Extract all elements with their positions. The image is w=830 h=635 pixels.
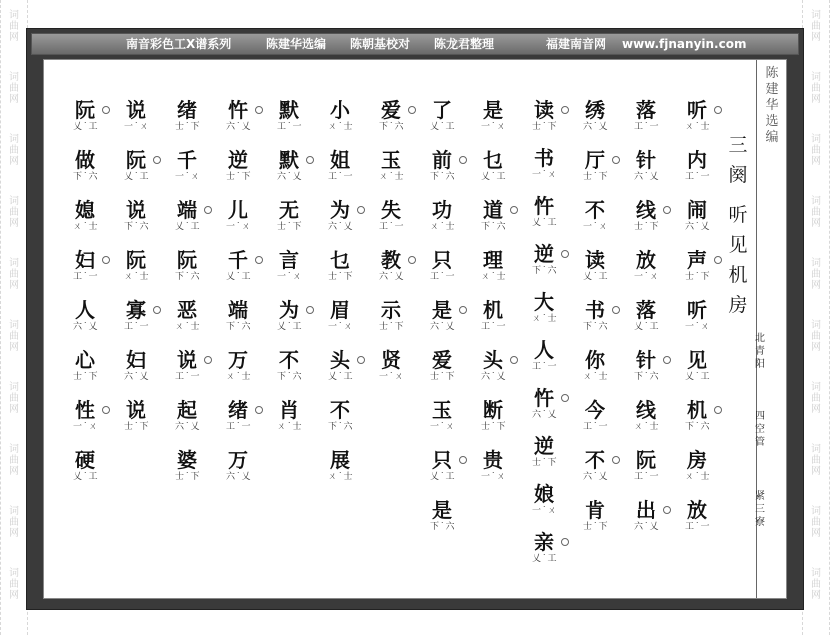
lyric-character: 端 (228, 298, 248, 322)
notation-mark: 士˙下 (481, 422, 507, 432)
lyric-character: 忤 (534, 386, 554, 410)
notation-mark: 工˙一 (532, 362, 558, 372)
lyric-character: 听 (687, 298, 707, 322)
beat-circle (561, 106, 569, 114)
notation-mark: ㄨ˙士 (277, 422, 303, 432)
beat-circle (306, 156, 314, 164)
beat-circle (612, 456, 620, 464)
notation-mark: 一˙ㄨ (481, 472, 507, 482)
lyric-character: 前 (432, 148, 452, 172)
lyric-character: 不 (585, 198, 605, 222)
lyric-character: 书 (585, 298, 605, 322)
lyric-character: 性 (75, 398, 95, 422)
notation-mark: 乂˙工 (430, 122, 456, 132)
notation-mark: ㄨ˙士 (481, 272, 507, 282)
notation-mark: ㄨ˙士 (175, 322, 201, 332)
beat-circle (714, 406, 722, 414)
beat-circle (255, 106, 263, 114)
lyric-character: 说 (126, 198, 146, 222)
notation-mark: 士˙下 (277, 222, 303, 232)
notation-mark: 工˙一 (685, 522, 711, 532)
notation-mark: ㄨ˙士 (328, 122, 354, 132)
lyric-character: 贵 (483, 448, 503, 472)
notation-mark: 工˙一 (583, 422, 609, 432)
notation-mark: 工˙一 (226, 422, 252, 432)
lyric-character: 见 (687, 348, 707, 372)
notation-mark: 工˙一 (481, 322, 507, 332)
compiler-credit: 陈建华选编 (266, 37, 327, 51)
lyric-character: 阮 (126, 148, 146, 172)
series-title: 南音彩色工X谱系列 (126, 37, 232, 51)
watermark-text: 词 曲 网 (9, 506, 19, 539)
notation-mark: 下˙六 (532, 266, 558, 276)
score-frame (26, 28, 804, 610)
notation-mark: 六˙乂 (328, 222, 354, 232)
lyric-column (684, 98, 714, 588)
notation-mark: 六˙乂 (634, 172, 660, 182)
notation-mark: 下˙六 (634, 372, 660, 382)
lyric-character: 是 (483, 98, 503, 122)
lyric-character: 硬 (75, 448, 95, 472)
style-label: 紧 三 寮 (755, 491, 765, 528)
notation-mark: 六˙乂 (685, 222, 711, 232)
lyric-character: 读 (585, 248, 605, 272)
notation-mark: ㄨ˙士 (634, 422, 660, 432)
lyric-character: 你 (585, 348, 605, 372)
notation-mark: 乂˙工 (277, 322, 303, 332)
watermark-text: 词 曲 网 (9, 444, 19, 477)
lyric-character: 寡 (126, 298, 146, 322)
lyric-character: 头 (483, 348, 503, 372)
lyric-character: 落 (636, 298, 656, 322)
lyric-character: 逆 (228, 148, 248, 172)
notation-mark: 六˙乂 (226, 472, 252, 482)
beat-circle (510, 206, 518, 214)
lyric-character: 阮 (177, 248, 197, 272)
lyric-character: 机 (687, 398, 707, 422)
lyric-character: 默 (279, 98, 299, 122)
lyric-character: 了 (432, 98, 452, 122)
notation-mark: 工˙一 (634, 122, 660, 132)
lyric-character: 阮 (126, 248, 146, 272)
notation-mark: 士˙下 (583, 522, 609, 532)
watermark-text: 词 曲 网 (811, 10, 821, 43)
notation-mark: 下˙六 (124, 222, 150, 232)
lyric-column (378, 98, 408, 588)
notation-mark: 工˙一 (277, 122, 303, 132)
lyric-character: 绪 (177, 98, 197, 122)
right-watermark-strip (802, 0, 830, 635)
lyric-character: 千 (177, 148, 197, 172)
lyric-column (225, 98, 255, 588)
notation-mark: 六˙乂 (583, 122, 609, 132)
lyric-character: 声 (687, 248, 707, 272)
notation-mark: 一˙ㄨ (634, 272, 660, 282)
beat-circle (408, 106, 416, 114)
notation-mark: 乂˙工 (685, 372, 711, 382)
lyric-character: 机 (483, 298, 503, 322)
lyric-character: 心 (75, 348, 95, 372)
beat-circle (612, 156, 620, 164)
watermark-text: 词 曲 网 (9, 382, 19, 415)
lyric-character: 眉 (330, 298, 350, 322)
notation-mark: 乂˙工 (124, 172, 150, 182)
watermark-text: 词 曲 网 (9, 72, 19, 105)
lyric-character: 逆 (534, 242, 554, 266)
lyric-character: 人 (75, 298, 95, 322)
lyric-character: 起 (177, 398, 197, 422)
lyric-character: 姐 (330, 148, 350, 172)
lyric-character: 绪 (228, 398, 248, 422)
lyric-character: 说 (126, 98, 146, 122)
notation-mark: 一˙ㄨ (583, 222, 609, 232)
lyric-character: 玉 (432, 398, 452, 422)
lyric-character: 言 (279, 248, 299, 272)
notation-mark: 六˙乂 (481, 372, 507, 382)
lyric-character: 功 (432, 198, 452, 222)
lyric-character: 做 (75, 148, 95, 172)
lyric-character: 今 (585, 398, 605, 422)
lyric-character: 展 (330, 448, 350, 472)
lyric-character: 万 (228, 348, 248, 372)
notation-mark: 一˙ㄨ (226, 222, 252, 232)
notation-mark: 下˙六 (379, 122, 405, 132)
lyric-character: 大 (534, 290, 554, 314)
lyric-character: 肖 (279, 398, 299, 422)
lyric-character: 放 (636, 248, 656, 272)
notation-mark: 六˙乂 (634, 522, 660, 532)
lyric-character: 乜 (483, 148, 503, 172)
lyric-column (123, 98, 153, 588)
notation-mark: 士˙下 (124, 422, 150, 432)
lyric-character: 媳 (75, 198, 95, 222)
notation-mark: 工˙一 (328, 172, 354, 182)
beat-circle (561, 250, 569, 258)
tempo-label: 四 空 管 (755, 411, 765, 448)
beat-circle (102, 406, 110, 414)
watermark-text: 词 曲 网 (9, 258, 19, 291)
beat-circle (612, 306, 620, 314)
notation-mark: 六˙乂 (226, 122, 252, 132)
lyric-column (480, 98, 510, 588)
site-name: 福建南音网 (546, 37, 607, 51)
lyric-column (582, 98, 612, 588)
notation-mark: 乂˙工 (175, 222, 201, 232)
notation-mark: 工˙一 (73, 272, 99, 282)
lyric-column (429, 98, 459, 588)
watermark-text: 词 曲 网 (811, 134, 821, 167)
beat-circle (102, 106, 110, 114)
watermark-text: 词 曲 网 (811, 444, 821, 477)
lyric-column (174, 98, 204, 588)
notation-mark: 工˙一 (379, 222, 405, 232)
notation-mark: 一˙ㄨ (481, 122, 507, 132)
lyric-character: 出 (636, 498, 656, 522)
lyric-character: 阮 (636, 448, 656, 472)
lyric-character: 为 (279, 298, 299, 322)
notation-mark: 下˙六 (481, 222, 507, 232)
lyric-character: 读 (534, 98, 554, 122)
editor-credit: 陈龙君整理 (434, 37, 495, 51)
lyric-character: 说 (126, 398, 146, 422)
lyric-character: 教 (381, 248, 401, 272)
notation-mark: 下˙六 (175, 272, 201, 282)
notation-mark: 六˙乂 (532, 410, 558, 420)
beat-circle (255, 256, 263, 264)
notation-mark: 乂˙工 (634, 322, 660, 332)
notation-mark: 乂˙工 (583, 272, 609, 282)
notation-mark: 下˙六 (430, 522, 456, 532)
lyric-character: 不 (330, 398, 350, 422)
notation-mark: 士˙下 (73, 372, 99, 382)
notation-mark: 士˙下 (175, 472, 201, 482)
lyric-character: 玉 (381, 148, 401, 172)
lyric-character: 不 (279, 348, 299, 372)
notation-mark: 一˙ㄨ (430, 422, 456, 432)
notation-mark: 士˙下 (379, 322, 405, 332)
beat-circle (561, 538, 569, 546)
lyric-character: 针 (636, 348, 656, 372)
lyric-character: 默 (279, 148, 299, 172)
watermark-text: 词 曲 网 (9, 196, 19, 229)
lyric-column (633, 98, 663, 588)
notation-mark: 下˙六 (277, 372, 303, 382)
notation-mark: 下˙六 (328, 422, 354, 432)
lyric-character: 阮 (75, 98, 95, 122)
notation-mark: 乂˙工 (430, 472, 456, 482)
notation-mark: 一˙ㄨ (685, 322, 711, 332)
notation-mark: ㄨ˙士 (379, 172, 405, 182)
lyric-character: 贤 (381, 348, 401, 372)
notation-mark: ㄨ˙士 (685, 472, 711, 482)
notation-mark: 乂˙工 (532, 218, 558, 228)
lyric-character: 只 (432, 248, 452, 272)
beat-circle (408, 256, 416, 264)
lyric-character: 放 (687, 498, 707, 522)
beat-circle (663, 206, 671, 214)
lyric-character: 端 (177, 198, 197, 222)
beat-circle (153, 156, 161, 164)
beat-circle (459, 306, 467, 314)
notation-mark: 工˙一 (124, 322, 150, 332)
notation-mark: 六˙乂 (379, 272, 405, 282)
watermark-text: 词 曲 网 (811, 506, 821, 539)
lyric-character: 千 (228, 248, 248, 272)
lyric-character: 线 (636, 198, 656, 222)
lyric-character: 人 (534, 338, 554, 362)
watermark-text: 词 曲 网 (811, 568, 821, 601)
lyric-character: 万 (228, 448, 248, 472)
notation-mark: 下˙六 (583, 322, 609, 332)
notation-mark: 乂˙工 (226, 272, 252, 282)
notation-mark: ㄨ˙士 (73, 222, 99, 232)
lyric-character: 内 (687, 148, 707, 172)
lyric-character: 针 (636, 148, 656, 172)
lyric-character: 断 (483, 398, 503, 422)
watermark-text: 词 曲 网 (811, 320, 821, 353)
notation-mark: 乂˙工 (73, 472, 99, 482)
lyric-character: 听 (687, 98, 707, 122)
beat-circle (204, 206, 212, 214)
notation-mark: 下˙六 (73, 172, 99, 182)
beat-circle (102, 256, 110, 264)
notation-mark: 乂˙工 (328, 372, 354, 382)
notation-mark: 一˙ㄨ (73, 422, 99, 432)
lyric-character: 房 (687, 448, 707, 472)
score-page (43, 59, 787, 599)
beat-circle (714, 256, 722, 264)
notation-mark: 下˙六 (226, 322, 252, 332)
notation-mark: 士˙下 (532, 458, 558, 468)
tune-label: 北 青 阳 (755, 333, 765, 370)
header-bar (31, 33, 799, 55)
notation-mark: 士˙下 (328, 272, 354, 282)
lyric-character: 说 (177, 348, 197, 372)
notation-mark: 六˙乂 (430, 322, 456, 332)
watermark-text: 词 曲 网 (9, 10, 19, 43)
lyric-character: 亲 (534, 530, 554, 554)
lyric-character: 肯 (585, 498, 605, 522)
lyric-character: 理 (483, 248, 503, 272)
beat-circle (357, 356, 365, 364)
lyric-character: 只 (432, 448, 452, 472)
beat-circle (714, 106, 722, 114)
sidebar-label: 陈 建 华 选 编 (765, 66, 779, 145)
lyric-character: 妇 (126, 348, 146, 372)
notation-mark: ㄨ˙士 (124, 272, 150, 282)
lyric-character: 儿 (228, 198, 248, 222)
lyric-character: 为 (330, 198, 350, 222)
notation-mark: 乂˙工 (73, 122, 99, 132)
beat-circle (561, 394, 569, 402)
lyric-character: 线 (636, 398, 656, 422)
lyric-character: 无 (279, 198, 299, 222)
lyric-character: 落 (636, 98, 656, 122)
notation-mark: 一˙ㄨ (328, 322, 354, 332)
beat-circle (663, 506, 671, 514)
lyric-character: 失 (381, 198, 401, 222)
lyric-column (327, 98, 357, 588)
lyric-character: 不 (585, 448, 605, 472)
notation-mark: 一˙ㄨ (175, 172, 201, 182)
lyric-character: 是 (432, 498, 452, 522)
notation-mark: 士˙下 (634, 222, 660, 232)
lyric-character: 忤 (228, 98, 248, 122)
notation-mark: 乂˙工 (532, 554, 558, 564)
lyric-character: 婆 (177, 448, 197, 472)
lyric-character: 小 (330, 98, 350, 122)
notation-mark: 士˙下 (430, 372, 456, 382)
lyric-character: 道 (483, 198, 503, 222)
lyric-character: 书 (534, 146, 554, 170)
notation-mark: ㄨ˙士 (328, 472, 354, 482)
lyric-character: 爱 (381, 98, 401, 122)
notation-mark: 工˙一 (430, 272, 456, 282)
notation-mark: ㄨ˙士 (583, 372, 609, 382)
notation-mark: 六˙乂 (124, 372, 150, 382)
beat-circle (357, 206, 365, 214)
beat-circle (204, 356, 212, 364)
notation-mark: ㄨ˙士 (430, 222, 456, 232)
beat-circle (306, 306, 314, 314)
watermark-text: 词 曲 网 (811, 72, 821, 105)
notation-mark: 工˙一 (685, 172, 711, 182)
lyric-character: 绣 (585, 98, 605, 122)
notation-mark: 工˙一 (175, 372, 201, 382)
site-url[interactable]: www.fjnanyin.com (622, 37, 747, 51)
notation-mark: 士˙下 (685, 272, 711, 282)
lyric-character: 恶 (177, 298, 197, 322)
notation-mark: 工˙一 (634, 472, 660, 482)
notation-mark: 乂˙工 (481, 172, 507, 182)
beat-circle (459, 456, 467, 464)
notation-mark: 六˙乂 (175, 422, 201, 432)
notation-mark: 六˙乂 (583, 472, 609, 482)
lyric-column (276, 98, 306, 588)
beat-circle (459, 156, 467, 164)
notation-mark: 士˙下 (175, 122, 201, 132)
proofreader-credit: 陈朝基校对 (350, 37, 411, 51)
watermark-text: 词 曲 网 (9, 134, 19, 167)
notation-mark: ㄨ˙士 (532, 314, 558, 324)
notation-mark: 六˙乂 (277, 172, 303, 182)
beat-circle (510, 356, 518, 364)
notation-mark: 下˙六 (430, 172, 456, 182)
beat-circle (663, 356, 671, 364)
watermark-text: 词 曲 网 (811, 196, 821, 229)
lyric-column (531, 98, 561, 588)
lyric-character: 忤 (534, 194, 554, 218)
song-title: 三 阕 听 见 机 房 (728, 134, 748, 316)
lyric-character: 娘 (534, 482, 554, 506)
watermark-text: 词 曲 网 (9, 568, 19, 601)
beat-circle (153, 306, 161, 314)
lyric-character: 妇 (75, 248, 95, 272)
notation-mark: 士˙下 (532, 122, 558, 132)
left-watermark-strip (0, 0, 28, 635)
notation-mark: 一˙ㄨ (532, 170, 558, 180)
lyric-character: 厅 (585, 148, 605, 172)
beat-circle (255, 406, 263, 414)
notation-mark: 下˙六 (685, 422, 711, 432)
lyric-character: 闹 (687, 198, 707, 222)
notation-mark: 士˙下 (583, 172, 609, 182)
notation-mark: 士˙下 (226, 172, 252, 182)
watermark-text: 词 曲 网 (811, 382, 821, 415)
notation-mark: 六˙乂 (73, 322, 99, 332)
notation-mark: 一˙ㄨ (532, 506, 558, 516)
notation-mark: 一˙ㄨ (124, 122, 150, 132)
notation-mark: ㄨ˙士 (226, 372, 252, 382)
notation-mark: 一˙ㄨ (277, 272, 303, 282)
lyric-character: 逆 (534, 434, 554, 458)
lyric-character: 示 (381, 298, 401, 322)
lyric-character: 乜 (330, 248, 350, 272)
lyric-character: 爱 (432, 348, 452, 372)
notation-mark: ㄨ˙士 (685, 122, 711, 132)
notation-mark: 一˙ㄨ (379, 372, 405, 382)
watermark-text: 词 曲 网 (9, 320, 19, 353)
lyric-character: 是 (432, 298, 452, 322)
lyric-column (72, 98, 102, 588)
watermark-text: 词 曲 网 (811, 258, 821, 291)
lyric-character: 头 (330, 348, 350, 372)
